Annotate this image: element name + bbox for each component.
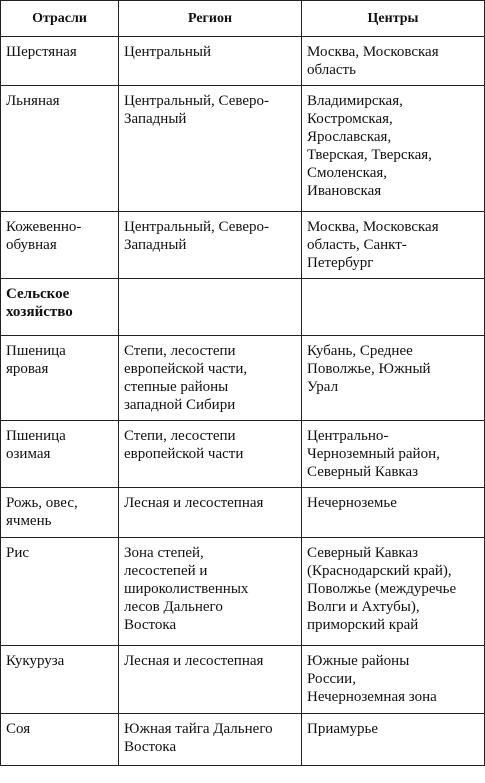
centers-cell — [302, 646, 485, 714]
region-cell — [119, 421, 302, 488]
centers-text — [302, 279, 484, 291]
table-row — [1, 646, 485, 714]
region-cell — [119, 714, 302, 766]
branch-text: Пшеница яровая — [6, 343, 66, 377]
region-cell — [119, 538, 302, 646]
branch-cell — [1, 646, 119, 714]
region-text: Лесная и лесостепная — [124, 653, 264, 669]
region-text — [119, 279, 301, 291]
region-text: Центральный, Северо- Западный — [124, 219, 269, 253]
table-row — [1, 421, 485, 488]
branch-text: Льняная — [6, 93, 60, 109]
region-cell — [119, 37, 302, 86]
centers-text: Москва, Московская область — [307, 44, 439, 78]
region-text: Южная тайга Дальнего Востока — [124, 721, 273, 755]
region-cell — [119, 279, 302, 336]
table-row — [1, 488, 485, 538]
centers-text: Владимирская, Костромская, Ярославская, Тверская, Тверская, Смоленская, Ивановская — [307, 93, 432, 199]
branch-cell — [1, 37, 119, 86]
centers-cell — [302, 336, 485, 421]
centers-cell — [302, 538, 485, 646]
header-region: Регион — [119, 1, 302, 37]
table-header-row — [1, 1, 485, 37]
region-text: Лесная и лесостепная — [124, 495, 264, 511]
table-row — [1, 714, 485, 766]
centers-cell — [302, 37, 485, 86]
region-cell — [119, 212, 302, 279]
centers-text: Северный Кавказ (Краснодарский край), Поволжье (междуречье Волги и Ахтубы), приморский край — [307, 545, 457, 633]
centers-cell — [302, 86, 485, 212]
branch-cell — [1, 212, 119, 279]
branch-cell — [1, 421, 119, 488]
branch-text: Кукуруза — [6, 653, 65, 669]
region-cell — [119, 646, 302, 714]
table-row — [1, 336, 485, 421]
branch-cell — [1, 86, 119, 212]
centers-cell — [302, 421, 485, 488]
centers-text: Центрально- Черноземный район, Северный Кавказ — [307, 428, 440, 480]
region-text: Центральный, Северо- Западный — [124, 93, 269, 127]
centers-cell — [302, 488, 485, 538]
centers-text: Москва, Московская область, Санкт- Петербург — [307, 219, 439, 271]
branch-cell — [1, 538, 119, 646]
centers-cell — [302, 714, 485, 766]
centers-cell — [302, 279, 485, 336]
region-cell — [119, 86, 302, 212]
centers-text: Приамурье — [307, 721, 379, 737]
region-text: Степи, лесостепи европейской части — [124, 428, 244, 462]
branch-text: Рожь, овес, ячмень — [6, 495, 78, 529]
section-cell — [1, 279, 119, 336]
branch-cell — [1, 336, 119, 421]
centers-text: Нечерноземье — [307, 495, 397, 511]
branch-text: Шерстяная — [6, 44, 77, 60]
table-row — [1, 212, 485, 279]
region-text: Центральный — [124, 44, 212, 60]
table-row — [1, 538, 485, 646]
branch-text: Кожевенно- обувная — [6, 219, 82, 253]
centers-text: Южные районы России, Нечерноземная зона — [307, 653, 437, 705]
branch-text: Пшеница озимая — [6, 428, 66, 462]
region-text: Степи, лесостепи европейской части, степные районы западной Сибири — [124, 343, 248, 413]
region-cell — [119, 488, 302, 538]
centers-cell — [302, 212, 485, 279]
section-title: Сельское хозяйство — [6, 286, 73, 320]
branch-text: Соя — [6, 721, 31, 737]
region-text: Зона степей, лесостепей и широколиственных лесов Дальнего Востока — [124, 545, 249, 633]
header-centers: Центры — [302, 1, 485, 37]
table-row — [1, 86, 485, 212]
region-cell — [119, 336, 302, 421]
branch-text: Рис — [6, 545, 30, 561]
header-branch: Отрасли — [1, 1, 119, 37]
branch-cell — [1, 488, 119, 538]
table-row — [1, 37, 485, 86]
centers-text: Кубань, Среднее Поволжье, Южный Урал — [307, 343, 431, 395]
branch-cell — [1, 714, 119, 766]
section-row — [1, 279, 485, 336]
